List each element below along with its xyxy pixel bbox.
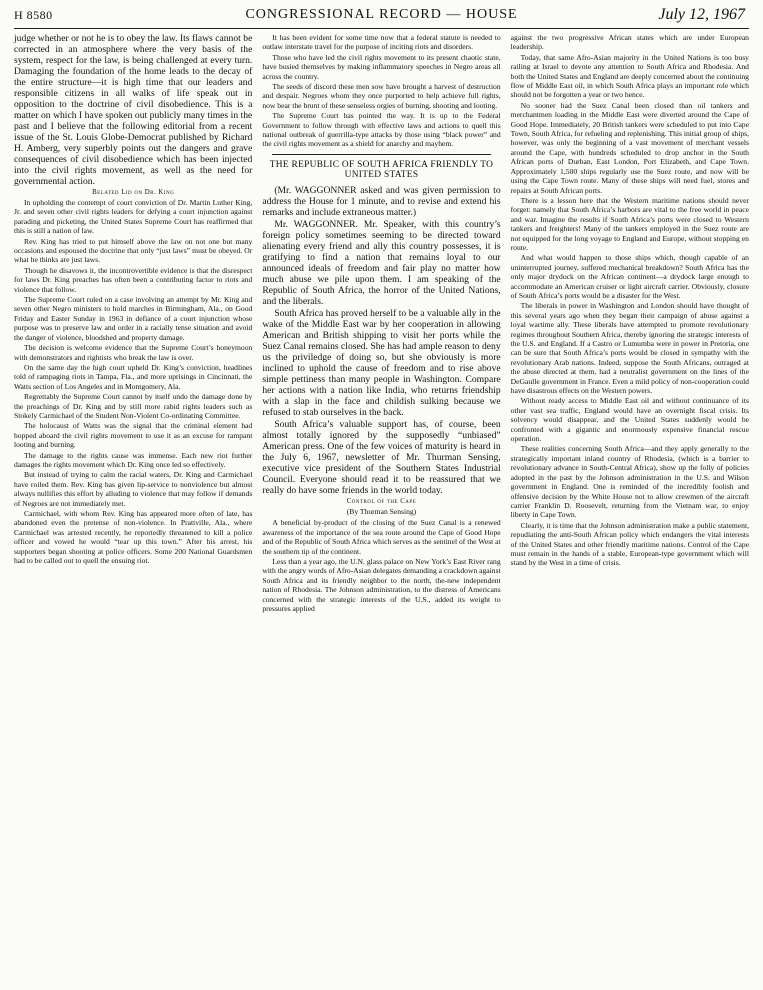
paragraph: The Supreme Court has pointed the way. It is up to the Federal Government to follow through with effective laws and actions to quell this national outbreak of guerrilla-type attacks by those using “black power” and the civil rights movement as a shield for anarchy and mayhem. xyxy=(262,111,501,149)
paragraph: South Africa has proved herself to be a valuable ally in the wake of the Middle East war by her cooperation in allowing American and British shipping to visit her ports while the Suez Canal remains closed. She has had ample reason to deny us the priviledge of doing so, but she obviously is more inclined to uphold the cause of freedom and to rise above simple pettiness than many people in Washington. Compare her actions with a nation like India, who returns friendship with a slap in the face and childish sulking because we refused to stab ourselves in the back. xyxy=(262,307,501,418)
column-middle xyxy=(262,33,500,614)
paragraph: The damage to the rights cause was immense. Each new riot further damages the rights movement which Dr. King once led so effectively. xyxy=(14,450,253,469)
page-header xyxy=(14,6,749,29)
paragraph: The holocaust of Watts was the signal that the criminal element had hopped aboard the civil rights movement to use it as an excuse for rampant looting and burning. xyxy=(14,421,253,450)
paragraph: It has been evident for some time now that a federal statute is needed to outlaw interstate travel for the purpose of inciting riots and disorders. xyxy=(262,33,501,52)
paragraph: Today, that same Afro-Asian majority in the United Nations is too busy railing at Israel to devote any attention to South Africa and Rhodesia. And both the United States and England are deeply concerned about the continuing flow of Middle East oil, in which South Africa plays an important role which should not be forgotten a year or two hence. xyxy=(510,52,749,100)
editorial-subhead: Belated Lid on Dr. King xyxy=(92,189,175,196)
paragraph: Carmichael, with whom Rev. King has appeared more often of late, has abandoned even the pretense of non-violence. In Prattville, Ala., where Carmichael was arrested recently, he reportedly threatened to kill a police officer and vowed he would “tear up this town.” After his arrest, his supporters began shooting at police officers. Some 200 National Guardsmen had to be called out to quell the ensuing riot. xyxy=(14,509,253,566)
paragraph: There is a lesson here that the Western maritime nations should never forget: namely that South Africa’s harbors are vital to the free world in peace and war. Imagine the results if South Africa’s ports were closed to Western tankers and freighters! Many of the tankers employed in the Suez route are not equipped for the long voyage to England and Europe, without stopping en route. xyxy=(510,195,749,252)
paragraph: judge whether or not he is to obey the law. Its flaws cannot be corrected in an atmosphere where the very basis of the system, respect for the law, is being challenged at every turn. Damaging the foundation of the home leads to the decay of the entire structure—it is high time that our leaders and responsible citizens in all walks of life speak out in opposition to the doctrine of civil disobedience. This is a matter on which I have spoken out publicly many times in the past and I believe that the following editorial from a recent issue of the St. Louis Globe-Democrat published by Richard H. Amberg, very superbly points out the dangers and grave consequences of civil disobedience which has been injected into the civil rights movement, as well as the need for governmental action. xyxy=(14,33,253,187)
paragraph: The decision is welcome evidence that the Supreme Court’s honeymoon with demonstrators and rightists who break the law is over. xyxy=(14,343,253,362)
newsletter-subhead: Control of the Cape xyxy=(346,497,417,505)
column-right xyxy=(511,33,749,614)
paragraph: The liberals in power in Washington and London should have thought of this several years ago when they began their campaign of abuse against a loyal wartime ally. These liberals have attempted to promote revolutionary regimes throughout Southern Africa, thereby ignoring the strategic interests of the U.S. and England. If a Castro or Lumumba were in power in Pretoria, one can be sure that South Africa’s ports would be closed in sympathy with the revolutionary Arab nations. Indeed, suppose the South Africans, outraged at the abuse directed at them, had a neutralist government on the lines of the DeGaulle government in France. Even a mild policy of non-cooperation could have disastrous effects on the Western powers. xyxy=(510,301,749,396)
paragraph: And what would happen to those ships which, though capable of an uninterrupted journey, suffered mechanical breakdown? South Africa has the only major drydock on the African continent—a drydock large enough to accommodate an American cruiser or light aircraft carrier. Obviously, closure of South Africa’s ports would be a disaster for the West. xyxy=(510,253,749,300)
section-divider xyxy=(272,154,490,155)
page-number: H 8580 xyxy=(14,8,53,22)
byline: (By Thurman Sensing) xyxy=(346,506,417,516)
issue-date: July 12, 1967 xyxy=(658,6,745,23)
paragraph: These realities concerning South Africa—and they apply generally to the strategically important inland country of Rhodesia, (which is a barrier to revolutionary advance in South-Central Africa), show up the folly of policies adopted in the past by the Johnson administration in the U.S. and Wilson government in England. One is reminded of the incredibly foolish and offensive decision by the White House not to allow crewmen of the aircraft carrier Franklin D. Roosevelt, returning from the Vietnam war, to enjoy liberty in Cape Town. xyxy=(510,444,749,520)
paragraph: Regrettably the Supreme Court cannot by itself undo the damage done by the preachings of Dr. King and by still more rabid rights leaders such as Stokely Carmichael of the Student Non-Violent Co-ordinating Committee. xyxy=(14,392,253,420)
paragraph: Less than a year ago, the U.N. glass palace on New York’s East River rang with the angry words of Afro-Asian delegates demanding a crackdown against South Africa and its friendly neighbor to the north, the-new independent nation of Rhodesia. The Johnson administration, to the distress of Americans concerned with the strategic interests of the U.S., added its weight to pressures applied xyxy=(262,556,501,613)
paragraph: (Mr. WAGGONNER asked and was given permission to address the House for 1 minute, and to revise and extend his remarks and include extraneous matter.) xyxy=(262,184,501,218)
column-left xyxy=(14,33,252,614)
paragraph: Rev. King has tried to put himself above the law on not one but many occasions and espoused the doctrine that only “just laws” must be obeyed. Or what he thinks are just laws. xyxy=(14,236,253,265)
paragraph: Though he disavows it, the incontrovertible evidence is that the disrespect for laws Dr. King preaches has often been a contributing factor to riots and violence that follow. xyxy=(14,265,253,294)
paragraph: against the two progressive African states which are under European leadership. xyxy=(510,33,749,52)
paragraph: No sooner had the Suez Canal been closed than oil tankers and merchantmen loading in the Middle East were diverted around the Cape of Good Hope. Immediately, 20 British tankers were scheduled to put into Cape Town, South Africa, for refueling and replenishing. This initial group of ships, however, was only the beginning of a vast movement of merchant vessels around the Cape, with hundreds scheduled to drop anchor in the South African ports of Durban, East London, Port Elizabeth, and Cape Town. Approximately 1,500 ships regularly use the Suez route, and now will be using the Cape Town route. Many of these ships will need fuel, stores and repairs at South African ports. xyxy=(510,100,749,195)
paragraph: Without ready access to Middle East oil and without continuance of its other vast sea traffic, England would have an overnight fiscal crisis. Its solvency would disappear, and the United States suddenly would be confronted with a gigantic and enormously expensive financial rescue operation. xyxy=(510,396,749,444)
paragraph: Clearly, it is time that the Johnson administration make a public statement, repudiating the anti-South African policy which endangers the vital interests of the United States and other friendly maritime nations. Control of the Cape must remain in the hands of a stable, European-type government which will stand by the West in a time of crisis. xyxy=(510,520,749,568)
paragraph: Mr. WAGGONNER. Mr. Speaker, with this country’s foreign policy sometimes seeming to be directed toward alienating every friend and ally this country possesses, it is gratifying to find a nation that remains loyal to our announced ideals of freedom and fair play no matter how much abuse we pile upon them. I am speaking of the Republic of South Africa, the horror of the United Nations, and the liberals. xyxy=(262,218,501,307)
section-headline: THE REPUBLIC OF SOUTH AFRICA FRIENDLY TO UNITED STATES xyxy=(269,159,494,181)
article-columns xyxy=(14,33,749,614)
paragraph: On the same day the high court upheld Dr. King’s conviction, headlines told of rampaging riots in Tampa, Fla., and more uprisings in Cincinnati, the Watts section of Los Angeles and in Montgomery, Ala. xyxy=(14,362,253,391)
publication-title: CONGRESSIONAL RECORD — HOUSE xyxy=(245,7,518,22)
paragraph: A beneficial by-product of the closing of the Suez Canal is a renewed awareness of the importance of the sea route around the Cape of Good Hope and of the Republic of South Africa which serves as the sentinel of the West at the southern tip of the continent. xyxy=(262,518,501,556)
paragraph: South Africa’s valuable support has, of course, been almost totally ignored by the supposedly “unbiased” American press. One of the few voices of maturity is heard in the July 6, 1967, newsletter of Mr. Thurman Sensing, executive vice president of the Southern States Industrial Council. Everyone should read it to be reassured that we really do have some friends in the world today. xyxy=(262,418,501,496)
paragraph: The seeds of discord these men sow have brought a harvest of destruction and despair. Negroes whom they once purported to help achieve full rights, now bear the brunt of these senseless orgies of burning, shooting and looting. xyxy=(262,82,501,110)
paragraph: Those who have led the civil rights movement to its present chaotic state, have busied themselves by making inflammatory speeches in Negro areas all across the country. xyxy=(262,52,501,81)
paragraph: The Supreme Court ruled on a case involving an attempt by Mr. King and seven other Negro ministers to hold marches in Birmingham, Ala., on Good Friday and Easter Sunday in 1963 in defiance of a court injunction whose purpose was to preserve law and order in a racially tense situation and avoid the danger of violence, bloodshed and property damage. xyxy=(14,295,253,342)
paragraph: But instead of trying to calm the racial waters, Dr. King and Carmichael have roiled them. Rev. King has given lip-service to nonviolence but almost always nullifies this effort by alluding to violence that may follow if demands of Negroes are not immediately met. xyxy=(14,470,253,508)
paragraph: In upholding the contempt of court conviction of Dr. Martin Luther King, Jr. and seven other civil rights leaders for defying a court injunction against parading and picketing, the United States Supreme Court has reaffirmed that this is still a nation of law. xyxy=(14,198,253,236)
